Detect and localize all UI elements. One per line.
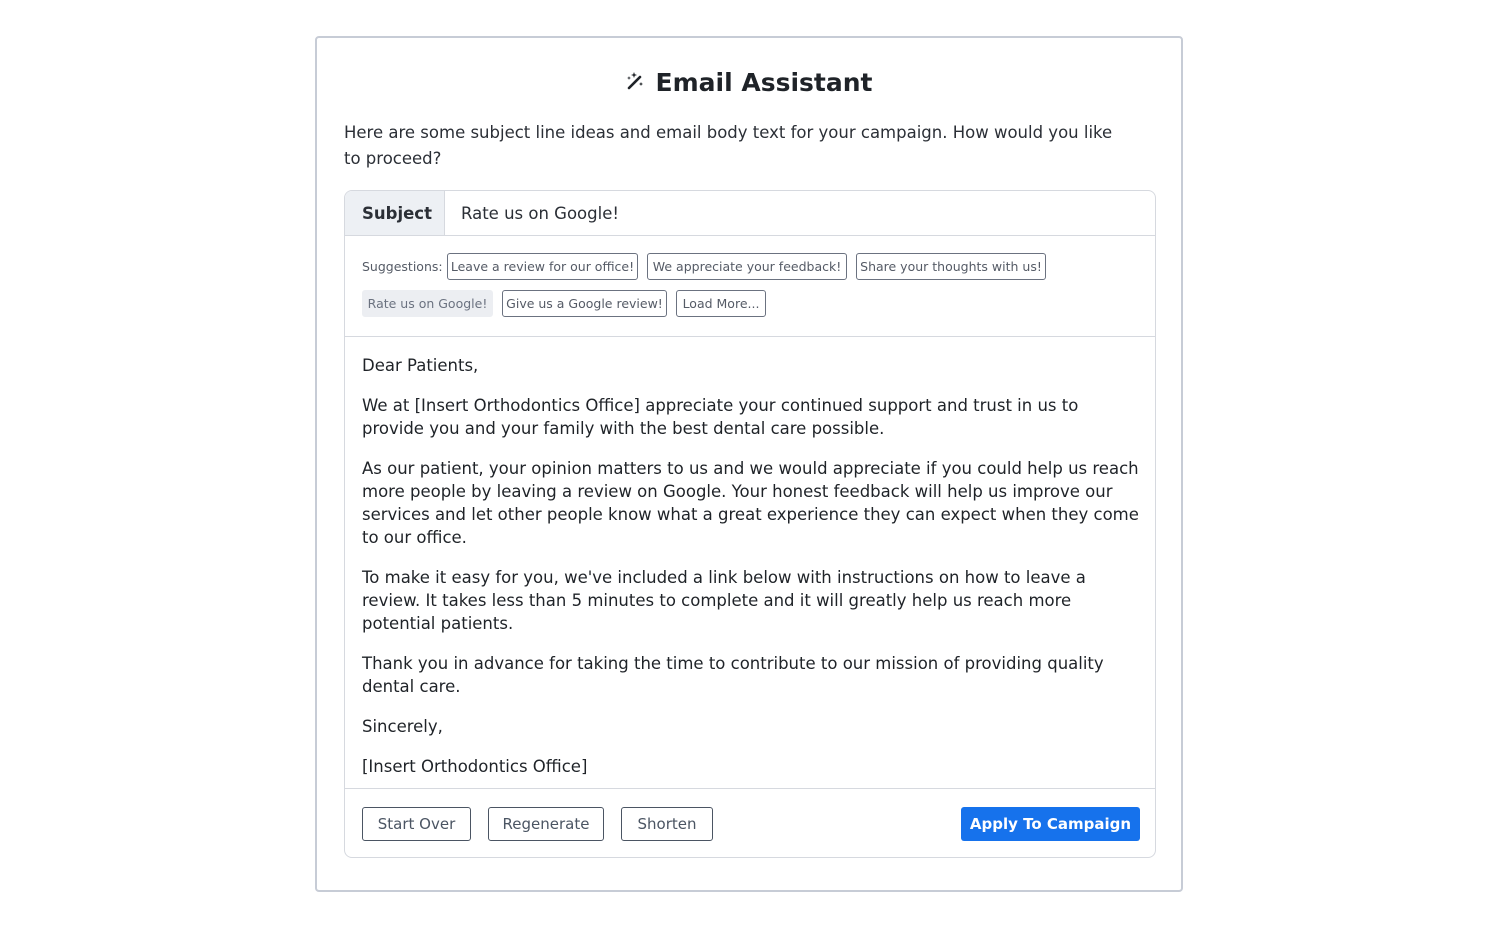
email-paragraph: Sincerely, bbox=[362, 717, 443, 736]
email-paragraph: As our patient, your opinion matters to us and we would appreciate if you could help us reach more people by leaving a review on Google. Your honest feedback will help us improve our services and let other people know what a great experience they can expect when they come to our office. bbox=[362, 459, 1139, 547]
email-card bbox=[344, 190, 1156, 858]
subject-label: Subject bbox=[345, 191, 445, 235]
divider bbox=[345, 788, 1155, 789]
regenerate-button[interactable]: Regenerate bbox=[488, 807, 604, 841]
shorten-button[interactable]: Shorten bbox=[621, 807, 713, 841]
email-paragraph: Thank you in advance for taking the time to contribute to our mission of providing quality dental care. bbox=[362, 654, 1104, 696]
divider bbox=[345, 336, 1155, 337]
magic-wand-icon bbox=[626, 68, 646, 97]
email-body-text[interactable] bbox=[362, 354, 1142, 795]
subject-input[interactable] bbox=[445, 191, 1155, 235]
suggestion-chip-selected[interactable]: Rate us on Google! bbox=[362, 290, 493, 317]
suggestion-chip[interactable]: Give us a Google review! bbox=[502, 290, 667, 317]
start-over-button[interactable]: Start Over bbox=[362, 807, 471, 841]
suggestion-chip[interactable]: We appreciate your feedback! bbox=[647, 253, 847, 280]
email-paragraph: To make it easy for you, we've included a link below with instructions on how to leave a review. It takes less than 5 minutes to complete and it will greatly help us reach more potential patients. bbox=[362, 568, 1086, 633]
email-paragraph: [Insert Orthodontics Office] bbox=[362, 757, 588, 776]
suggestions-panel bbox=[362, 253, 1142, 323]
suggestion-chip[interactable]: Share your thoughts with us! bbox=[856, 253, 1046, 280]
suggestions-label: Suggestions: bbox=[362, 259, 443, 274]
email-paragraph: We at [Insert Orthodontics Office] appreciate your continued support and trust in us to provide you and your family with the best dental care possible. bbox=[362, 396, 1079, 438]
dialog-title-text: Email Assistant bbox=[655, 68, 873, 97]
apply-to-campaign-button[interactable]: Apply To Campaign bbox=[961, 807, 1140, 841]
suggestion-chip[interactable]: Leave a review for our office! bbox=[447, 253, 638, 280]
email-assistant-dialog bbox=[315, 36, 1183, 892]
intro-text: Here are some subject line ideas and email body text for your campaign. How would you like to proceed? bbox=[344, 123, 1113, 168]
load-more-button[interactable]: Load More... bbox=[676, 290, 766, 317]
subject-row bbox=[345, 191, 1155, 236]
dialog-title bbox=[317, 68, 1181, 97]
email-paragraph: Dear Patients, bbox=[362, 356, 479, 375]
